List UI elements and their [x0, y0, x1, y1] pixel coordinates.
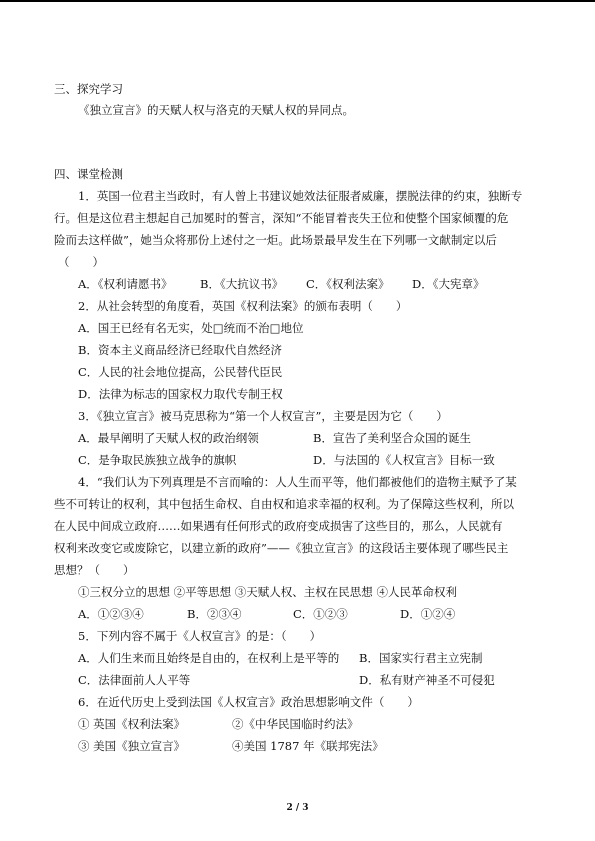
q1-option-a: A．《权利请愿书》 — [78, 277, 173, 291]
section-heading-test: 四、课堂检测 — [54, 167, 123, 181]
q5-option-d: D．私有财产神圣不可侵犯 — [359, 673, 495, 687]
q3-option-b: B．宣告了美利坚合众国的诞生 — [313, 431, 471, 445]
q4-line4: 权利来改变它或废除它，以建立新的政府”——《独立宣言》的这段话主要体现了哪些民主 — [54, 541, 509, 555]
q3-stem: 3．《独立宣言》被马克思称为“第一个人权宣言”，主要是因为它（ ） — [78, 409, 448, 423]
q4-option-c: C．①②③ — [293, 607, 348, 621]
q6-item-2: ②《中华民国临时约法》 — [232, 717, 359, 731]
q1-option-b: B．《大抗议书》 — [200, 277, 284, 291]
q2-option-c: C．人民的社会地位提高，公民替代臣民 — [78, 365, 283, 379]
q5-stem: 5．下列内容不属于《人权宣言》的是：（ ） — [78, 629, 322, 643]
q5-option-a: A．人们生来而且始终是自由的，在权利上是平等的 — [78, 651, 340, 665]
q4-option-b: B．②③④ — [187, 607, 242, 621]
q4-option-a: A．①②③④ — [78, 607, 144, 621]
q1-line3: 险而去这样做”，她当众将那份上述付之一炬。此场景最早发生在下列哪一文献制定以后 — [54, 233, 497, 247]
q1-line1: 1．英国一位君主当政时，有人曾上书建议她效法征服者威廉，摆脱法律的约束，独断专 — [78, 189, 523, 203]
q4-line2: 些不可转让的权利，其中包括生命权、自由权和追求幸福的权利。为了保障这些权利，所以 — [54, 497, 514, 511]
q5-option-c: C．法律面前人人平等 — [78, 673, 191, 687]
q2-option-d: D．法律为标志的国家权力取代专制王权 — [78, 387, 283, 401]
explore-prompt: 《独立宣言》的天赋人权与洛克的天赋人权的异同点。 — [78, 103, 354, 117]
section-heading-explore: 三、探究学习 — [54, 82, 123, 96]
q2-option-a: A．国王已经有名无实，处□统而不治□地位 — [78, 321, 304, 335]
q1-option-c: C．《权利法案》 — [306, 277, 390, 291]
q2-option-b: B．资本主义商品经济已经取代自然经济 — [78, 343, 282, 357]
q6-item-3: ③ 美国《独立宣言》 — [78, 739, 186, 753]
page-number: 2 / 3 — [286, 803, 309, 813]
q4-line1: 4．“我们认为下列真理是不言而喻的：人人生而平等，他们都被他们的造物主赋予了某 — [78, 475, 517, 489]
q3-option-a: A．最早阐明了天赋人权的政治纲领 — [78, 431, 259, 445]
q6-item-1: ① 英国《权利法案》 — [78, 717, 186, 731]
q3-option-c: C．是争取民族独立战争的旗帜 — [78, 453, 237, 467]
q4-items: ①三权分立的思想 ②平等思想 ③天赋人权、主权在民思想 ④人民革命权利 — [78, 585, 457, 599]
q3-option-d: D．与法国的《人权宣言》目标一致 — [313, 453, 495, 467]
q5-option-b: B．国家实行君主立宪制 — [359, 651, 483, 665]
q4-line5: 思想？（ ） — [54, 563, 135, 577]
q6-stem: 6．在近代历史上受到法国《人权宣言》政治思想影响文件（ ） — [78, 695, 419, 709]
q6-item-4: ④美国 1787 年《联邦宪法》 — [232, 739, 384, 753]
q4-option-d: D．①②④ — [400, 607, 456, 621]
q1-line4: （ ） — [58, 255, 104, 269]
q1-option-d: D．《大宪章》 — [412, 277, 485, 291]
q2-stem: 2．从社会转型的角度看，英国《权利法案》的颁布表明（ ） — [78, 299, 408, 313]
q1-line2: 行。但是这位君主想起自己加冕时的誓言，深知“不能冒着丧失王位和使整个国家倾覆的危 — [54, 211, 509, 225]
top-rule — [0, 0, 595, 2]
q4-line3: 在人民中间成立政府……如果遇有任何形式的政府变成损害了这些目的，那么，人民就有 — [54, 519, 503, 533]
